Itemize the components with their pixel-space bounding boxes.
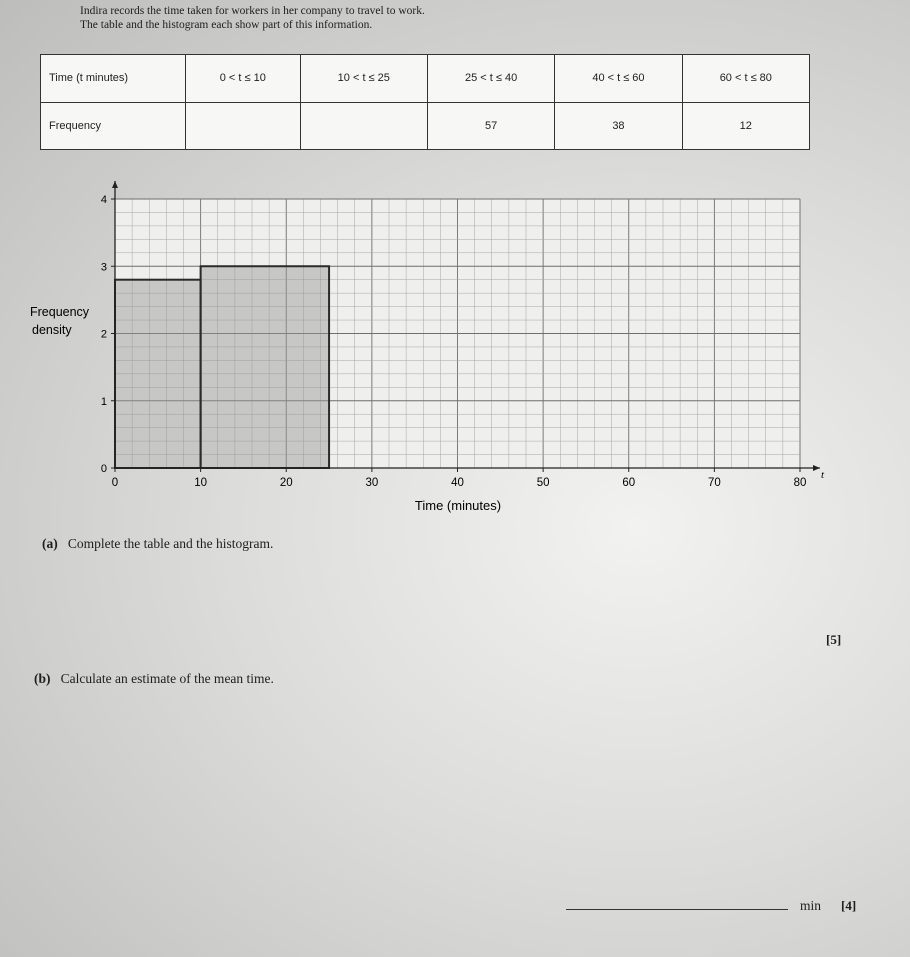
- y-tick-label: 3: [100, 261, 107, 274]
- question-b-label: (b): [34, 671, 51, 686]
- histogram-bars: [115, 266, 329, 468]
- x-tick-label: 20: [279, 477, 293, 489]
- x-tick-label: 0: [111, 477, 119, 489]
- y-tick-label: 0: [100, 463, 107, 475]
- interval-cell: 40 < t ≤ 60: [555, 55, 682, 103]
- question-b-text: Calculate an estimate of the mean time.: [60, 671, 274, 686]
- histogram-bar: [201, 266, 329, 468]
- question-b: [34, 671, 274, 687]
- frequency-table: [40, 54, 810, 150]
- frequency-cell: 57: [427, 102, 554, 150]
- x-tick-labels: [112, 468, 807, 489]
- time-header-cell: Time (t minutes): [41, 55, 186, 103]
- question-a-label: (a): [42, 536, 58, 551]
- answer-line[interactable]: [566, 909, 788, 910]
- intro-line-2: The table and the histogram each show part of this information.: [80, 19, 373, 31]
- intro-line-1: Indira records the time taken for workers in her company to travel to work.: [80, 5, 425, 17]
- histogram-bar: [115, 280, 201, 468]
- x-tick-label: 50: [536, 477, 550, 489]
- x-tick-label: 10: [194, 477, 208, 489]
- frequency-cell: 12: [682, 102, 809, 150]
- x-tick-label: 60: [622, 477, 636, 489]
- answer-unit: min: [800, 898, 822, 913]
- interval-cell: 60 < t ≤ 80: [682, 55, 809, 103]
- histogram: [20, 172, 850, 522]
- question-a-marks: [5]: [826, 632, 842, 647]
- y-tick-label: 4: [100, 194, 107, 206]
- question-a-text: Complete the table and the histogram.: [67, 536, 274, 551]
- x-tick-label: 40: [451, 477, 464, 489]
- question-b-marks: [4]: [841, 898, 857, 913]
- table-row-frequency: [41, 102, 810, 150]
- x-axis-label: Time (minutes): [414, 498, 502, 513]
- y-axis-arrow: [112, 181, 118, 188]
- y-axis-label-line1: Frequency: [30, 305, 90, 319]
- interval-cell: 25 < t ≤ 40: [427, 55, 554, 103]
- x-tick-label: 70: [707, 477, 721, 489]
- y-tick-label: 1: [100, 395, 107, 408]
- x-axis-arrow: [813, 465, 820, 471]
- frequency-header-cell: Frequency: [41, 102, 186, 150]
- table-row-time: [41, 55, 810, 103]
- frequency-cell: 38: [555, 102, 682, 150]
- question-a: [42, 536, 273, 552]
- interval-cell: 0 < t ≤ 10: [186, 55, 301, 103]
- x-tick-label: 80: [793, 477, 807, 489]
- frequency-cell-empty[interactable]: [300, 102, 427, 150]
- frequency-cell-empty[interactable]: [186, 102, 301, 150]
- y-tick-label: 2: [100, 328, 107, 341]
- y-tick-labels: [101, 194, 115, 475]
- x-tick-label: 30: [365, 477, 379, 489]
- y-axis-label-line2: density: [32, 323, 72, 337]
- intro-text: [80, 4, 425, 32]
- interval-cell: 10 < t ≤ 25: [300, 55, 427, 103]
- t-axis-label: t: [821, 469, 825, 481]
